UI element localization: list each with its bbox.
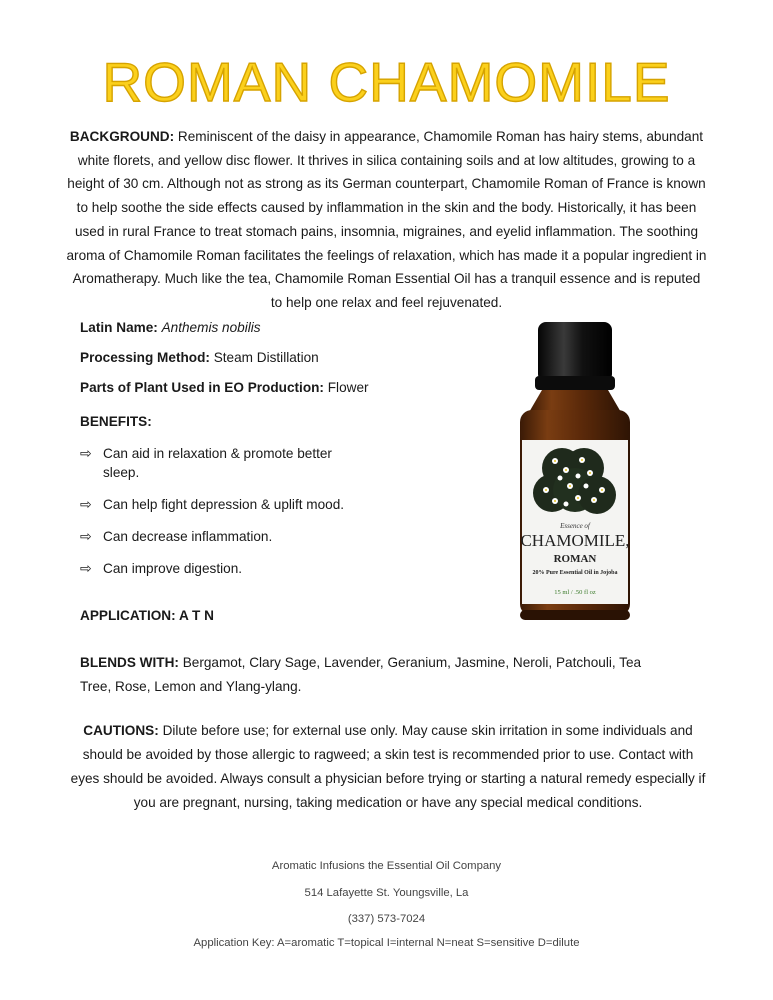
bottle-label-line1: Essence of [560, 522, 590, 530]
essential-oil-bottle-image [500, 318, 650, 628]
blends-text: Bergamot, Clary Sage, Lavender, Geranium, Jasmine, Neroli, Patchouli, Tea Tree, Rose, Lemon and Ylang-ylang. [80, 655, 642, 694]
application-row [80, 608, 214, 623]
arrow-right-icon: ⇨ [80, 445, 92, 461]
arrow-right-icon: ⇨ [80, 528, 92, 544]
footer-company: Aromatic Infusions the Essential Oil Company [271, 860, 502, 872]
benefit-text: Can decrease inflammation. [103, 529, 273, 544]
footer-application-key: Application Key: A=aromatic T=topical I=internal N=neat S=sensitive D=dilute [193, 937, 580, 949]
application-value: A T N [178, 608, 214, 623]
bottle-label-line2: CHAMOMILE, [520, 531, 630, 550]
cautions-section [70, 719, 706, 815]
plant-parts-label: Parts of Plant Used in EO Production: [80, 380, 324, 395]
benefits-heading: BENEFITS: [80, 414, 152, 429]
arrow-right-icon: ⇨ [80, 496, 92, 512]
bottle-label-line4: 20% Pure Essential Oil in Jojoba [532, 570, 618, 576]
cautions-text: Dilute before use; for external use only. May cause skin irritation in some individuals and should be avoided by those allergic to ragweed; a skin test is recommended prior to use. Contact with eyes should be avoided. Always consult a physician before trying or starting a natural remedy especially if you are pregnant, nursing, taking medication or have any special medical conditions. [70, 723, 706, 810]
footer-address: 514 Lafayette St. Youngsville, La [304, 887, 469, 899]
arrow-right-icon: ⇨ [80, 560, 92, 576]
application-label: APPLICATION: [80, 608, 176, 623]
latin-name-label: Latin Name: [80, 320, 158, 335]
processing-method-row [80, 350, 319, 365]
bottle-label-line5: 15 ml / .50 fl oz [554, 589, 596, 596]
background-section [66, 125, 707, 315]
footer-phone: (337) 573-7024 [347, 913, 426, 925]
latin-name-row [80, 320, 261, 335]
background-text: Reminiscent of the daisy in appearance, Chamomile Roman has hairy stems, abundant white florets, and yellow disc flower. It thrives in silica containing soils and at low altitudes, growing to a height of 30 cm. Although not as strong as its German counterpart, Chamomile Roman of France is known to help soothe the side effects caused by inflammation in the skin and the body. Historically, it has been used in rural France to treat stomach pains, insomnia, migraines, and eyelid inflammation. The soothing aroma of Chamomile Roman facilitates the feelings of relaxation, which has made it a popular ingredient in Aromatherapy. Much like the tea, Chamomile Roman Essential Oil has a tranquil essence and is reputed to help one relax and feel rejuvenated. [66, 129, 707, 310]
processing-method-value: Steam Distillation [213, 350, 319, 365]
plant-parts-value: Flower [327, 380, 369, 395]
background-label: BACKGROUND: [69, 129, 175, 144]
blends-section [80, 651, 650, 699]
processing-method-label: Processing Method: [80, 350, 210, 365]
benefit-text: Can improve digestion. [103, 561, 243, 576]
benefit-text: Can aid in relaxation & promote better sleep. [103, 446, 332, 480]
cautions-label: CAUTIONS: [83, 723, 159, 738]
blends-label: BLENDS WITH: [80, 655, 179, 670]
benefit-text: Can help fight depression & uplift mood. [103, 497, 345, 512]
page-title: ROMAN CHAMOMILE [102, 51, 671, 113]
latin-name-value: Anthemis nobilis [161, 320, 261, 335]
plant-parts-row [80, 380, 369, 395]
bottle-label-line3: ROMAN [553, 553, 597, 565]
